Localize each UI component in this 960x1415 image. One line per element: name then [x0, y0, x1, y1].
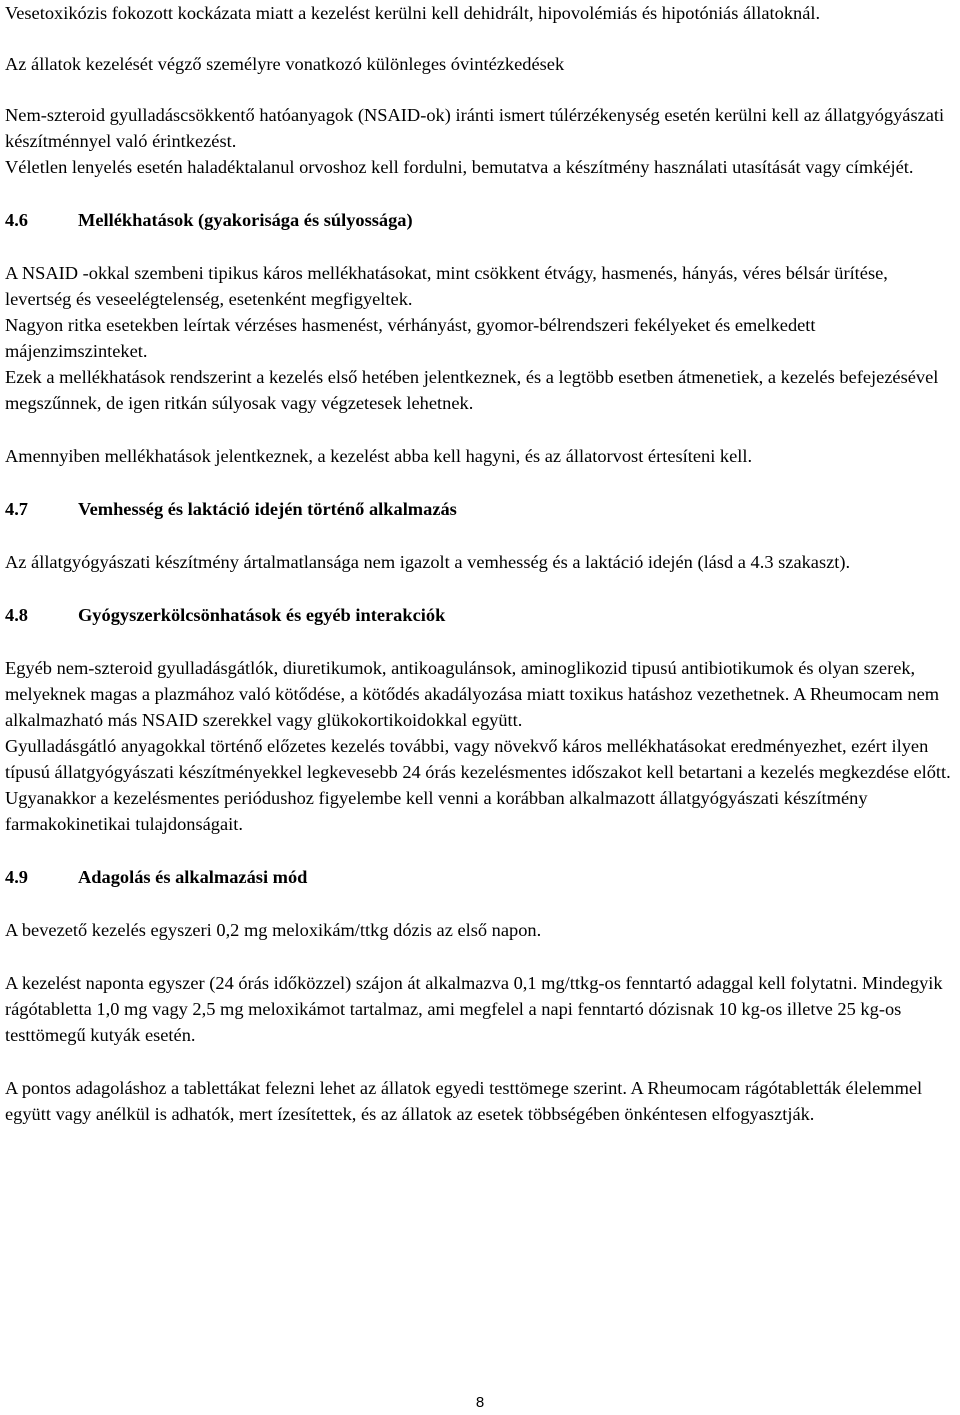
intro-paragraph-hypersensitivity: Nem-szteroid gyulladáscsökkentő hatóanyagok (NSAID-ok) iránti ismert túlérzékenység esetén kerülni kell az állatgyógyászati készítménnyel való érintkezést.	[5, 105, 945, 151]
page-number: 8	[475, 1394, 485, 1411]
s46-paragraph-1: A NSAID -okkal szembeni tipikus káros mellékhatásokat, mint csökkent étvágy, hasmenés, hányás, véres bélsár ürítése, levertség és veseelégtelenség, esetenként megfigyeltek.	[5, 263, 888, 309]
section-title: Gyógyszerkölcsönhatások és egyéb interakciók	[78, 605, 446, 625]
s48-paragraph-1: Egyéb nem-szteroid gyulladásgátlók, diuretikumok, antikoagulánsok, aminoglikozid tipusú antibiotikumok és olyan szerek, melyeknek magas a plazmához való kötődése, a kötődés akadályozása miatt toxikus hatáshoz vezethetnek. A Rheumocam nem alkalmazható más NSAID szerekkel vagy glükokortikoidokkal együtt.	[5, 658, 940, 730]
section-heading-4-7	[5, 496, 955, 522]
s48-paragraph-2: Gyulladásgátló anyagokkal történő előzetes kezelés további, vagy növekvő káros mellékhatásokat eredményezhet, ezért ilyen típusú állatgyógyászati készítményekkel legkevesebb 24 órás kezelésmentes időszakot kell betartani a kezelés megkezdése előtt. Ugyanakkor a kezelésmentes periódushoz figyelembe kell venni a korábban alkalmazott állatgyógyászati készítmény farmakokinetikai tulajdonságait.	[5, 736, 951, 834]
s46-paragraph-3: Ezek a mellékhatások rendszerint a kezelés első hetében jelentkeznek, és a legtöbb esetben átmenetiek, a kezelés befejezésével megszűnnek, de igen ritkán súlyosak vagy végzetesek lehetnek.	[5, 367, 939, 413]
s47-paragraph-1: Az állatgyógyászati készítmény ártalmatlansága nem igazolt a vemhesség és a laktáció idején (lásd a 4.3 szakaszt).	[5, 552, 851, 572]
intro-paragraph-renal: Vesetoxikózis fokozott kockázata miatt a kezelést kerülni kell dehidrált, hipovolémiás és hipotóniás állatoknál.	[5, 3, 821, 23]
section-number: 4.8	[5, 605, 28, 625]
s49-paragraph-3: A pontos adagoláshoz a tablettákat felezni lehet az állatok egyedi testtömege szerint. A Rheumocam rágótabletták élelemmel együtt vagy anélkül is adhatók, mert ízesítettek, és az állatok az esetek többségében önkéntesen elfogyasztják.	[5, 1078, 923, 1124]
operator-precautions-heading: Az állatok kezelését végző személyre vonatkozó különleges óvintézkedések	[5, 54, 565, 74]
section-heading-4-8	[5, 602, 955, 628]
s46-paragraph-2: Nagyon ritka esetekben leírtak vérzéses hasmenést, vérhányást, gyomor-bélrendszeri fekélyeket és emelkedett májenzimszinteket.	[5, 315, 816, 361]
section-title: Adagolás és alkalmazási mód	[78, 867, 308, 887]
s46-paragraph-4: Amennyiben mellékhatások jelentkeznek, a kezelést abba kell hagyni, és az állatorvost értesíteni kell.	[5, 446, 753, 466]
section-heading-4-9	[5, 864, 955, 890]
section-number: 4.6	[5, 210, 28, 230]
section-heading-4-6	[5, 207, 955, 233]
s49-paragraph-2: A kezelést naponta egyszer (24 órás időközzel) szájon át alkalmazva 0,1 mg/ttkg-os fenntartó adaggal kell folytatni. Mindegyik rágótabletta 1,0 mg vagy 2,5 mg meloxikámot tartalmaz, ami megfelel a napi fenntartó dózisnak 10 kg-os illetve 25 kg-os testtömegű kutyák esetén.	[5, 973, 943, 1045]
section-number: 4.9	[5, 867, 28, 887]
intro-paragraph-ingestion: Véletlen lenyelés esetén haladéktalanul orvoshoz kell fordulni, bemutatva a készítmény használati utasítását vagy címkéjét.	[5, 157, 914, 177]
section-title: Vemhesség és laktáció idején történő alkalmazás	[78, 499, 457, 519]
s49-paragraph-1: A bevezető kezelés egyszeri 0,2 mg meloxikám/ttkg dózis az első napon.	[5, 920, 542, 940]
section-title: Mellékhatások (gyakorisága és súlyossága)	[78, 210, 413, 230]
document-page	[5, 0, 955, 1127]
section-number: 4.7	[5, 499, 28, 519]
